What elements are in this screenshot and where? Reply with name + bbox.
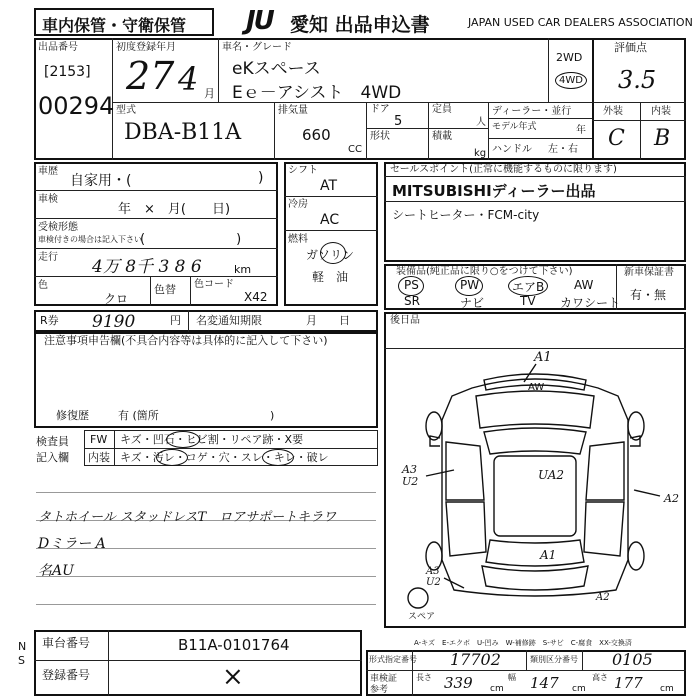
notice-label: 注意事項申告欄(不具合内容等は具体的に記入して下さい) (44, 334, 328, 347)
parking-badge (34, 8, 214, 36)
new-car-warranty-label: 新車保証書 (624, 267, 674, 278)
mark-left: A3 U2 (402, 463, 419, 488)
fuel-selected-circle (320, 242, 346, 264)
handle-value: 左・右 (548, 144, 578, 155)
doors-label: ドア (370, 104, 390, 115)
model-value: DBA-B11A (124, 120, 242, 145)
parking-badge-text: 車内保管・守衛保管 (42, 16, 187, 35)
interior-grade: B (654, 126, 671, 151)
new-car-warranty-value: 有・無 (630, 288, 667, 302)
selling-points-label: セールスポイント(正常に機能するものに限ります) (390, 164, 617, 175)
selling-point-1: MITSUBISHIディーラー出品 (392, 182, 596, 200)
repair-label: 修復歴 (56, 409, 89, 422)
registration-label: 初度登録年月 (116, 42, 176, 53)
class-no-value: 0105 (612, 650, 653, 669)
uke-label: 受検形態 (38, 222, 78, 233)
mark-rear-a1: A1 (540, 548, 557, 562)
shaken-label: 車検 (38, 194, 58, 205)
chassis-number: B11A-0101764 (178, 636, 290, 654)
color-code-value: X42 (244, 290, 268, 304)
shaken-line: 年 × 月( 日) (118, 202, 231, 217)
dims-label: 車検証 (370, 674, 398, 684)
spare-label: スペア (408, 612, 436, 622)
lot-number: 00294 (38, 92, 115, 120)
tax-value: 月 日 (306, 314, 350, 327)
type-no-value: 17702 (450, 650, 501, 669)
mileage-unit: km (234, 263, 252, 276)
recycle-unit: 円 (170, 314, 181, 327)
color-code-label: 色コード (194, 279, 234, 290)
form-title: 愛知 出品申込書 (290, 14, 430, 36)
int-scuff-circle (262, 449, 294, 466)
fw-label: FW (90, 433, 108, 446)
drive-4wd-value: 4WD (555, 72, 587, 89)
int-text: キズ・汚レ・コゲ・穴・スレ・キレ・破レ (120, 451, 329, 464)
ps-circle (398, 276, 424, 296)
equip-aw: AW (574, 278, 594, 292)
uke-paren: ( ) (140, 232, 242, 247)
fuel-diesel: 軽 油 (312, 270, 349, 284)
equip-airbag: エアB (512, 280, 545, 294)
length-unit: cm (490, 684, 504, 694)
model-label: 型式 (116, 105, 136, 116)
reg-no-label: 登録番号 (42, 668, 91, 682)
mark-right: A2 (664, 492, 679, 505)
aircon-value: AC (320, 212, 340, 228)
capacity-label: 定員 (432, 104, 452, 115)
car-name-label: 車名・グレード (222, 42, 292, 53)
length-value-print: 339 (444, 674, 473, 692)
equip-leather: カワシート (560, 296, 621, 310)
mark-rear-left: A3 U2 (426, 566, 441, 588)
recycle-value: 9190 (92, 312, 136, 332)
score-label: 評価点 (614, 41, 647, 54)
fw-stone-circle (166, 431, 200, 448)
recolor-label: 色替 (154, 283, 176, 296)
history-label: 車歴 (38, 166, 58, 177)
reg-no-value: × (222, 662, 244, 692)
selling-point-2: シートヒーター・FCM-city (392, 208, 540, 222)
model-year-unit: 年 (576, 125, 586, 136)
mileage-value: 4万 8千 3 8 6 (92, 257, 202, 277)
type-no-label: 形式指定番号 (369, 655, 417, 664)
score-value: 3.5 (618, 66, 657, 94)
lot-bracket: [2153] (44, 64, 91, 80)
mark-roof-ua2: UA2 (538, 468, 565, 482)
width-unit: cm (572, 684, 586, 694)
displacement-label: 排気量 (278, 105, 308, 116)
mark-rear-right: A2 (596, 592, 610, 603)
pw-circle (455, 276, 483, 296)
registration-year: 27 (126, 54, 175, 98)
shape-label: 形状 (370, 131, 390, 142)
fw-text: キズ・凹石・ヒビ割・リペア跡・X要 (120, 433, 304, 446)
mark-bumper-aw: AW (528, 382, 545, 393)
class-no-label: 類別区分番号 (530, 655, 578, 664)
equip-tv: TV (520, 294, 536, 308)
exterior-grade: C (608, 126, 625, 151)
inspector-label-2: 記入欄 (36, 451, 69, 464)
car-grade: Eｅ－アシスト 4WD (232, 83, 402, 103)
registration-month: 4 (178, 60, 199, 98)
width-head: 幅 (508, 673, 516, 682)
color-value: クロ (104, 292, 129, 306)
load-unit: kg (474, 148, 487, 159)
mark-front-a1: A1 (534, 350, 552, 365)
chassis-label: 車台番号 (42, 636, 91, 650)
equipment-label: 装備品(純正品に限り○をつけて下さい) (396, 266, 573, 277)
height-value: 177 (614, 674, 643, 692)
side-marks: N S (18, 640, 27, 667)
drive-2wd-label: 2WD (556, 51, 583, 64)
history-value: 自家用・( (70, 173, 132, 189)
damage-legend: A-キズ E-エクボ U-凹み W-補修跡 S-サビ C-腐食 XX-交換済 (414, 639, 632, 647)
lot-label: 出品番号 (38, 42, 78, 53)
aircon-label: 冷房 (288, 199, 308, 210)
later-items-label: 後日品 (390, 315, 420, 326)
exterior-label: 外装 (603, 106, 623, 117)
interior-label: 内装 (651, 106, 671, 117)
int-stain-circle (156, 449, 188, 466)
doors-value: 5 (394, 114, 403, 129)
mileage-label: 走行 (38, 252, 58, 263)
car-name: eKスペース (232, 59, 321, 79)
equip-pw: PW (460, 278, 480, 292)
equip-sr: SR (404, 294, 420, 308)
repair-close: ) (270, 409, 275, 422)
color-label: 色 (38, 280, 48, 291)
note-line-1: タトホイール スタッドレスT ロアサポートキラワ (38, 510, 337, 525)
load-label: 積載 (432, 131, 452, 142)
width-value: 147 (530, 674, 559, 692)
fuel-gasoline: ガソリン (306, 248, 355, 262)
displacement-value: 660 (302, 126, 331, 144)
dealer-label: ディーラー・並行 (492, 106, 572, 117)
repair-value: 有 (箇所 (118, 409, 159, 422)
height-unit: cm (660, 684, 674, 694)
airbag-circle (508, 276, 548, 296)
fuel-label: 燃料 (288, 234, 308, 245)
shift-label: シフト (288, 165, 318, 176)
displacement-unit: CC (348, 144, 362, 155)
shift-value: AT (320, 178, 338, 194)
height-head: 高さ (592, 673, 608, 682)
ju-logo: JU (246, 6, 273, 36)
tax-label: 名変通知期限 (196, 314, 262, 327)
model-year-label: モデル年式 (492, 122, 537, 132)
capacity-unit: 人 (476, 117, 486, 128)
inspector-label-1: 検査員 (36, 435, 69, 448)
equip-ps: PS (404, 278, 419, 292)
note-line-3: 名AU (38, 563, 74, 579)
note-line-2: Dミラー A (38, 536, 106, 552)
history-close: ) (258, 170, 264, 186)
recycle-label: R券 (40, 314, 59, 327)
association-name: JAPAN USED CAR DEALERS ASSOCIATION (468, 16, 693, 29)
registration-unit: 月 (204, 87, 215, 100)
int-label: 内装 (88, 451, 110, 464)
length-head: 長さ (416, 673, 432, 682)
uke-note: 車検付きの場合は記入下さい (38, 235, 142, 244)
handle-label: ハンドル (492, 144, 532, 155)
dims-sub: 参考 (370, 685, 389, 695)
equip-navi: ナビ (460, 296, 485, 310)
